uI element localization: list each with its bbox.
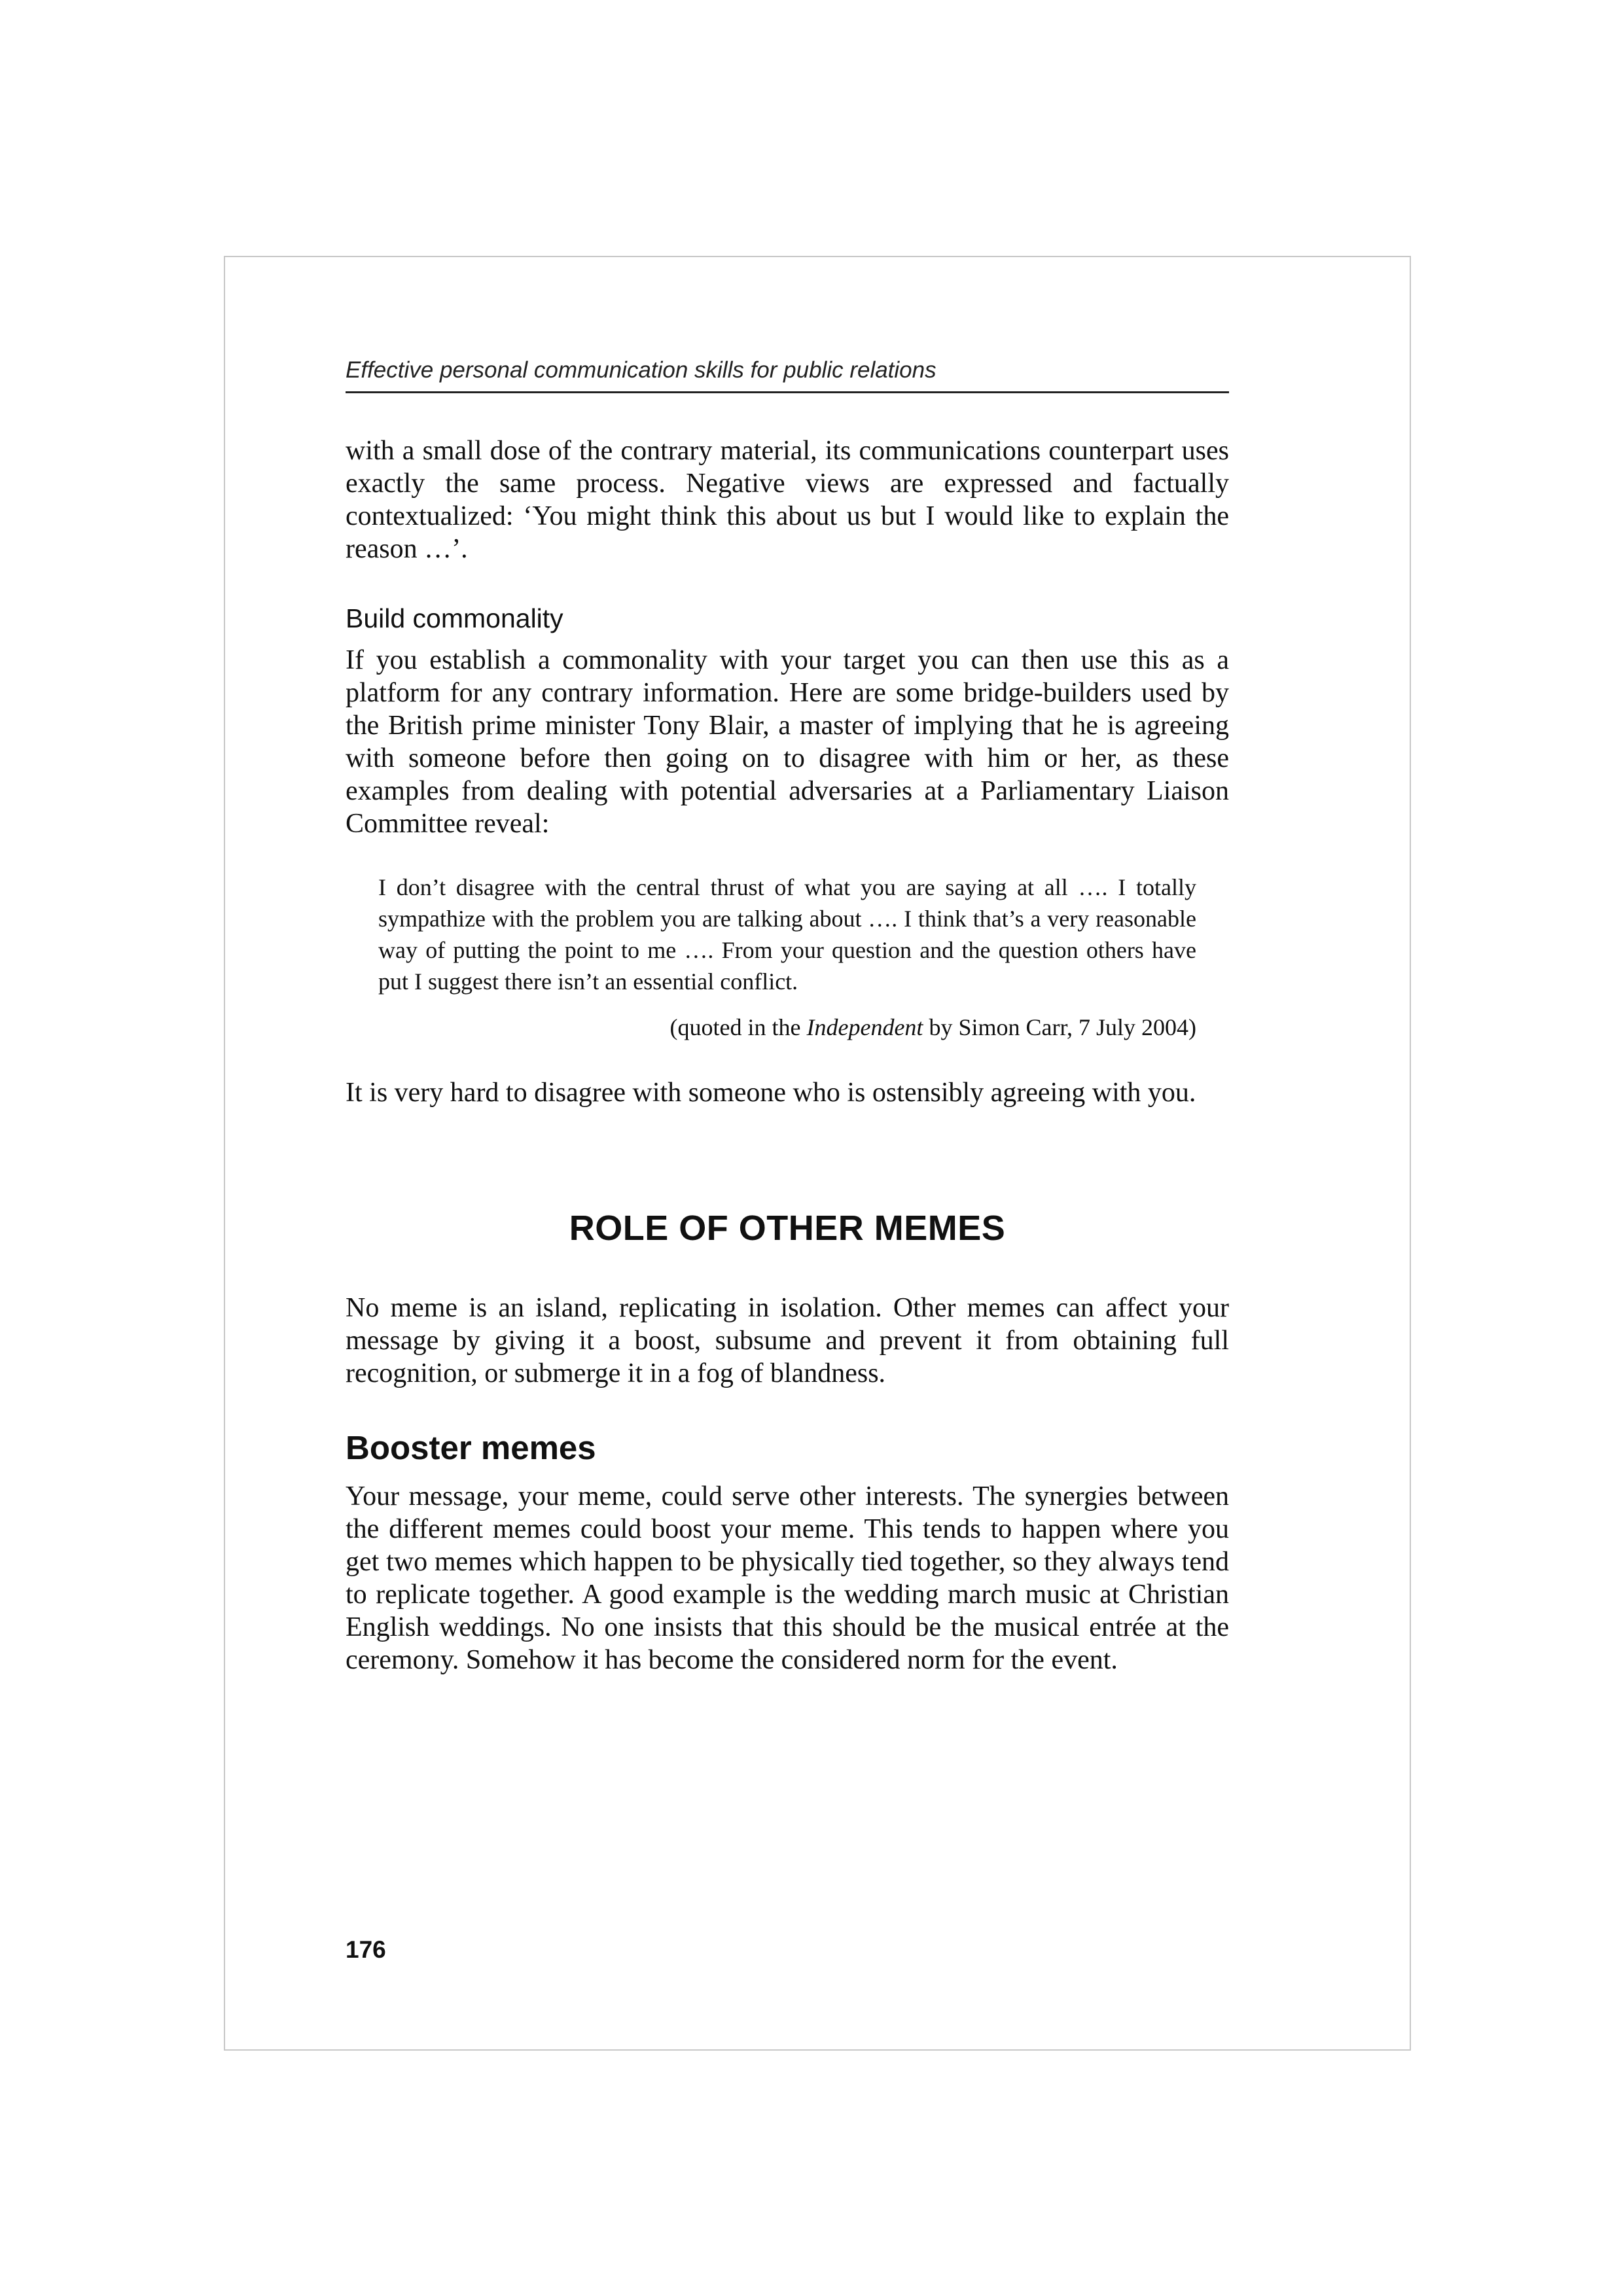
subsection-heading: Booster memes	[346, 1429, 596, 1466]
build-commonality-paragraph: If you establish a commonality with your target you can then use this as a platform for any contrary information. Here are some bridge-builders used by the British prime minister Tony Blair, a master of implying that he is agreeing with someone before then going on to disagree with him or her, as these examples from dealing with potential adversaries at a Parliamentary Liaison Committee reveal:	[346, 645, 1229, 839]
build-commonality-block	[346, 602, 1229, 840]
running-head: Effective personal communication skills for public relations	[346, 351, 1229, 393]
section-heading: ROLE OF OTHER MEMES	[569, 1209, 1006, 1248]
intro-block	[346, 434, 1229, 565]
quote-source-prefix: (quoted in the	[669, 1014, 807, 1040]
quote-source-suffix: by Simon Carr, 7 July 2004)	[923, 1014, 1196, 1040]
quote-text: I don’t disagree with the central thrust of what you are saying at all …. I totally sympathize with the problem you are talking about …. I think that’s a very reasonable way of putting the point to me …. From your question and the question others have put I suggest there isn’t an essential conflict.	[378, 874, 1196, 995]
block-quote	[378, 872, 1196, 1043]
after-quote-block	[346, 1076, 1229, 1109]
booster-paragraph: Your message, your meme, could serve other interests. The synergies between the different memes could boost your meme. This tends to happen where you get two memes which happen to be physically tied together, so they always tend to replicate together. A good example is the wedding march music at Christian English weddings. No one insists that this should be the musical entrée at the ceremony. Somehow it has become the considered norm for the event.	[346, 1481, 1229, 1675]
role-section	[346, 1205, 1229, 1390]
booster-section	[346, 1426, 1229, 1676]
quote-source-publication: Independent	[806, 1014, 923, 1040]
intro-paragraph: with a small dose of the contrary material, its communications counterpart uses exactly the same process. Negative views are expressed and factually contextualized: ‘You might think this about us but I would like to explain the reason …’.	[346, 436, 1229, 564]
after-quote-paragraph: It is very hard to disagree with someone who is ostensibly agreeing with you.	[346, 1078, 1196, 1108]
role-paragraph: No meme is an island, replicating in isolation. Other memes can affect your message by giving it a boost, subsume and prevent it from obtaining full recognition, or submerge it in a fog of blandness.	[346, 1293, 1229, 1388]
build-commonality-heading: Build commonality	[346, 603, 563, 633]
quote-source	[378, 1012, 1196, 1043]
page-number: 176	[346, 1936, 386, 1963]
